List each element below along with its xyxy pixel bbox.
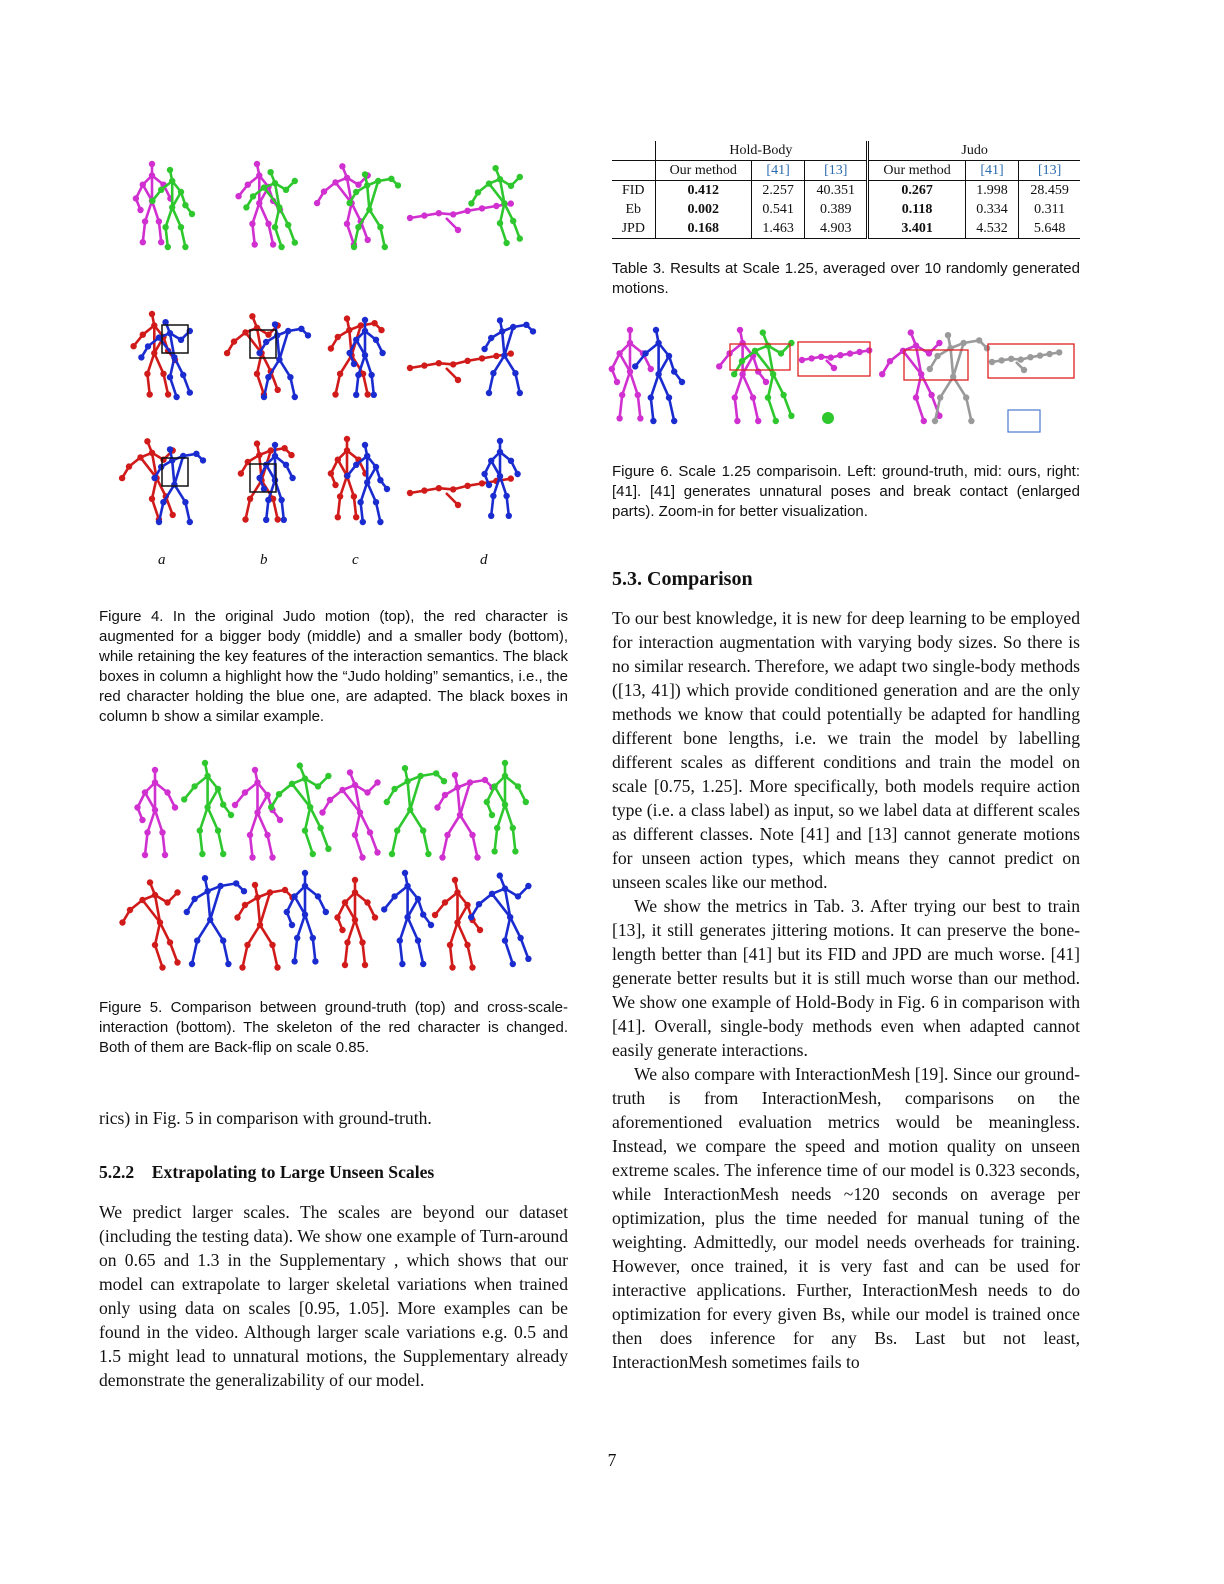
skeleton-figure	[989, 349, 1063, 373]
enlarged-joint	[822, 412, 834, 424]
skeleton-figure	[381, 870, 434, 967]
skeleton-figure	[716, 327, 769, 424]
table-col-header: [41]	[751, 161, 804, 181]
comparison-paragraph-3: We also compare with InteractionMesh [19]. Since our ground-truth is from InteractionMesh, comparisons on the aforementioned evaluation metrics would be meaningless. Instead, we compare the speed and motion quality on unseen extreme scales. The inference time of our model is 0.323 seconds, while InteractionMesh needs ~120 seconds on average per optimization, plus the time needed for manual tuning of the weighting. Admittedly, our model needs overheads for training. However, once trained, it is very fast and can be used for interactive applications. Further, InteractionMesh needs to do optimization for every given Bs, while our model is trained once then does inference for any Bs. Last but not least, InteractionMesh sometimes fails to	[612, 1064, 1080, 1372]
table-col-header: [13]	[1019, 161, 1080, 181]
skeleton-figure	[799, 347, 873, 371]
skeleton-figure	[334, 877, 378, 968]
table-col-header: [13]	[805, 161, 868, 181]
fig4-label-c: c	[352, 552, 359, 568]
skeleton-figure	[481, 438, 520, 519]
skeleton-figure	[384, 765, 448, 857]
figure-5-image	[130, 760, 540, 980]
subsection-heading	[99, 1162, 568, 1183]
zoom-box	[1008, 410, 1040, 432]
fig5-reference-sentence: rics) in Fig. 5 in comparison with ground-truth.	[99, 1108, 432, 1128]
skeleton-figure	[232, 767, 283, 861]
comparison-paragraph-2: We show the metrics in Tab. 3. After trying our best to train [13], it still generates jittering motions. It can preserve the bone-length better than [41] but its FID and JPD are much worse. [41] generate better results but it is still much worse than our method. We show one example of Hold-Body in Fig. 6 in comparison with [41]. Overall, single-body methods even when adapted cannot easily generate interactions.	[612, 896, 1080, 1060]
figure-5	[130, 760, 540, 980]
fig4-label-d: d	[480, 552, 488, 568]
figure-4-image	[100, 140, 570, 580]
figure-6-caption: Figure 6. Scale 1.25 comparisoin. Left: ground-truth, mid: ours, right: [41]. [41] generates unnatural poses and break contact (enlarged parts). Zoom-in for better visualization.	[612, 463, 1080, 520]
table-col-header: Our method	[655, 161, 751, 181]
subsection-title: Extrapolating to Large Unseen Scales	[151, 1162, 435, 1182]
comparison-paragraph-1: To our best knowledge, it is new for deep learning to be employed for interaction augmentation with varying body sizes. So there is no similar research. Therefore, we adapt two single-body methods ([13, 41]) which provide conditioned generation and are the only methods we know that could potentially be adapted for handling different bone lengths, i.e. we train the model by labelling different scales as different conditions and train the model on scale [0.75, 1.25]. More specifically, both models require action type (i.e. a class label) as input, so we label data at different scales as different classes. Note [41] and [13] cannot generate motions for unseen action types, which means they cannot predict on unseen scales like our method.	[612, 608, 1080, 892]
extrapolation-paragraph: We predict larger scales. The scales are beyond our dataset (including the testing data). We show one example of Turn-around on 0.65 and 1.3 in the Supplementary , which shows that our model can extrapolate to larger skeletal variations when trained only using data on scales [0.95, 1.05]. More examples can be found in the video. Although larger scale variations e.g. 0.5 and 1.5 might lead to unnatural motions, the Supplementary already demonstrate the generalizability of our model.	[99, 1202, 568, 1390]
skeleton-figure	[468, 872, 532, 967]
skeleton-figure	[609, 327, 654, 422]
fig4-label-a: a	[158, 552, 166, 568]
section-5-3-body	[612, 606, 1080, 1374]
subsection-number: 5.2.2	[99, 1162, 135, 1182]
figure-6-image	[612, 322, 1080, 442]
table-row: FID 0.412 2.257 40.351 0.267 1.998 28.459	[612, 181, 1080, 201]
table-3	[612, 141, 1080, 239]
skeleton-figure	[234, 882, 295, 971]
table-group-hold-body: Hold-Body	[655, 141, 868, 161]
left-paragraph-2	[99, 1200, 568, 1392]
skeleton-figure	[119, 879, 180, 970]
table-group-judo: Judo	[868, 141, 1080, 161]
skeleton-figure	[484, 760, 529, 855]
table-row: JPD 0.168 1.463 4.903 3.401 4.532 5.648	[612, 219, 1080, 239]
fig4-label-b: b	[260, 552, 268, 568]
skeleton-figure	[184, 875, 248, 967]
skeleton-figure	[134, 767, 178, 858]
table-col-header: [41]	[965, 161, 1018, 181]
skeleton-figure	[879, 329, 943, 424]
skeleton-figure	[434, 772, 495, 861]
table-col-header: Our method	[868, 161, 966, 181]
table-3-caption: Table 3. Results at Scale 1.25, averaged over 10 randomly generated motions.	[612, 260, 1080, 297]
table-row: Eb 0.002 0.541 0.389 0.118 0.334 0.311	[612, 200, 1080, 219]
skeleton-figure	[407, 200, 514, 233]
figure-4	[100, 140, 570, 580]
page-number: 7	[607, 1450, 617, 1470]
figure-6	[612, 322, 1080, 442]
figure-5-caption: Figure 5. Comparison between ground-truth (top) and cross-scale-interaction (bottom). The skeleton of the red character is changed. Both of them are Back-flip on scale 0.85.	[99, 999, 568, 1056]
figure-4-caption: Figure 4. In the original Judo motion (top), the red character is augmented for a bigger body (middle) and a smaller body (bottom), while retaining the key features of the interaction semantics. The black boxes in column a highlight how the “Judo holding” semantics, i.e., the red character holding the blue one, are adapted. The black boxes in column b show a similar example.	[99, 608, 568, 725]
skeleton-figure	[284, 870, 329, 965]
skeleton-figure	[432, 877, 483, 971]
section-heading: 5.3. Comparison	[612, 568, 753, 590]
skeleton-figure	[181, 760, 234, 857]
left-paragraph-1	[99, 1106, 568, 1130]
